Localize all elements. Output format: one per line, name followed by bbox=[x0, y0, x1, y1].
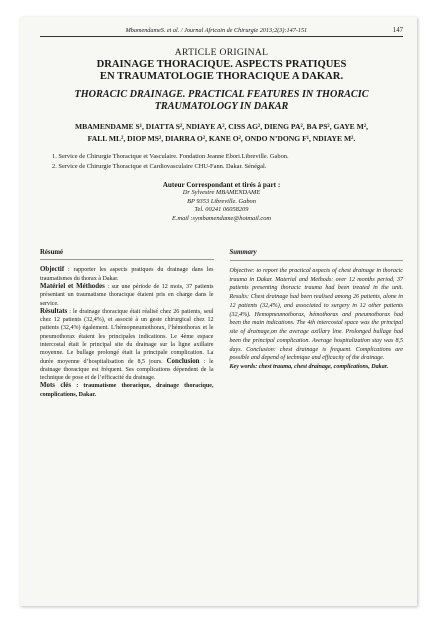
resultats-text: : le drainage thoracique était réalisé chez 26 patients, seul chez 12 patients (32,4%), et associé à un geste chirurgical chez 12 patients (32,4%) également. L’hémopneumothorax, l’hémothorax et le pneumothorax étaient les principales indications. Le 4ème espace intercostal était le principal site du drainage sur la ligne axillaire moyenne. Le bullage prolongé était la principale complication. La durée moyenne d’hospitalisation de 8,5 jours. bbox=[40, 308, 214, 365]
motscles-text: : traumatisme thoracique, drainage thoracique, complications, Dakar. bbox=[40, 383, 214, 398]
motscles-label: Mots clés bbox=[40, 382, 72, 390]
affiliations bbox=[40, 152, 403, 171]
objectif-text: : rapporter les aspects pratiques du drainage dans les traumatismes du thorax à Dakar. bbox=[40, 267, 214, 282]
resume-motscles bbox=[40, 382, 214, 399]
title-french-line: EN TRAUMATOLOGIE THORACIQUE A DAKAR. bbox=[99, 71, 344, 82]
resume-heading: Résumé bbox=[40, 249, 214, 260]
abstract-columns bbox=[40, 249, 403, 399]
author-list bbox=[40, 121, 403, 145]
resume-objectif bbox=[40, 266, 214, 283]
article-type: ARTICLE ORIGINAL bbox=[174, 47, 269, 58]
author-line: MBAMENDAME S¹, DIATTA S², NDIAYE A², CISS AG², DIENG PA², BA PS², GAYE M², bbox=[74, 122, 368, 131]
conclusion-text: : le drainage thoracique est fréquent. Ses complications dépendent de la technique de pose et de l’efficacité du drainage. bbox=[40, 358, 214, 382]
resume-methodes bbox=[40, 283, 214, 308]
corresponding-author-name: Dr Sylvestre MBAMENDAME bbox=[182, 189, 261, 197]
affiliation-line: 1. Service de Chirurgie Thoracique et Vasculaire. Fondation Jeanne Ebori.Libreville. Gabon. bbox=[52, 153, 289, 160]
methodes-text: : sur une période de 12 mois, 37 patients présentant un traumatisme thoracique étaient pris en charge dans le service. bbox=[40, 283, 214, 307]
title-english bbox=[40, 89, 403, 113]
corresponding-author-title: Auteur Correspondant et tirés à part : bbox=[162, 181, 281, 189]
summary-heading: Summary bbox=[230, 249, 404, 261]
keywords-label: Key words: bbox=[229, 364, 258, 371]
resultats-label: Résultats bbox=[40, 307, 68, 315]
affiliation-line: 2. Service de Chirurgie Thoracique et Cardiovasculaire CHU-Fann. Dakar. Sénégal. bbox=[52, 162, 267, 170]
summary-column bbox=[230, 249, 404, 399]
journal-page bbox=[20, 17, 417, 606]
title-english-line: THORACIC DRAINAGE. PRACTICAL FEATURES IN THORACIC bbox=[74, 89, 369, 100]
title-english-line: TRAUMATOLOGY IN DAKAR bbox=[154, 101, 289, 112]
summary-keywords bbox=[230, 363, 404, 372]
title-french bbox=[40, 59, 403, 83]
corresponding-author-phone: Tel. 00241 06058209 bbox=[194, 206, 249, 214]
author-line: FALL ML², DIOP MS², DIARRA O², KANE O², ONDO N’DONG F¹, NDIAYE M². bbox=[87, 134, 356, 143]
summary-body: Objective: to report the practical aspects of chest drainage in thoracic trauma in Dakar. Material and Methods: over 12 months period, 37 patients presenting thoracic trauma had been treated in the unit. Results: Chest drainage had been realised among 26 patients, alone in 12 patients (32,4%), and associated to surgery in 12 other patients (32,4%). Hemopneumothorax, hémothorax and pneumothorax had been the main indications. The 4th intercostal space was the principal site of drainage,on the average axillary line. Prolonged bullage had been the principal complication. Average hospitalization stay was 8,5 days. Conclusion: chest drainage is frequent. Complications are possible and depend of technique and efficacity of the drainage. bbox=[229, 267, 403, 362]
objectif-label: Objectif bbox=[40, 266, 65, 274]
conclusion-label: Conclusion bbox=[166, 357, 200, 365]
keywords-text: chest trauma, chest drainage, complications, Dakar. bbox=[257, 364, 389, 371]
corresponding-author-address: BP 9353 Libreville. Gabon bbox=[187, 197, 256, 205]
corresponding-author bbox=[40, 181, 403, 223]
resume-column bbox=[40, 249, 214, 399]
resume-resultats bbox=[40, 308, 214, 383]
corresponding-author-email: E.mail :symbamendame@hotmail.com bbox=[171, 214, 272, 222]
methodes-label: Matériel et Méthodes bbox=[40, 282, 105, 290]
title-french-line: DRAINAGE THORACIQUE. ASPECTS PRATIQUES bbox=[96, 59, 347, 70]
journal-citation: MbamendameS. et al. / Journal Africain de Chirurgie 2013;2(3):147-151 bbox=[125, 27, 308, 34]
page-number: 147 bbox=[392, 27, 403, 34]
running-header bbox=[40, 17, 403, 37]
